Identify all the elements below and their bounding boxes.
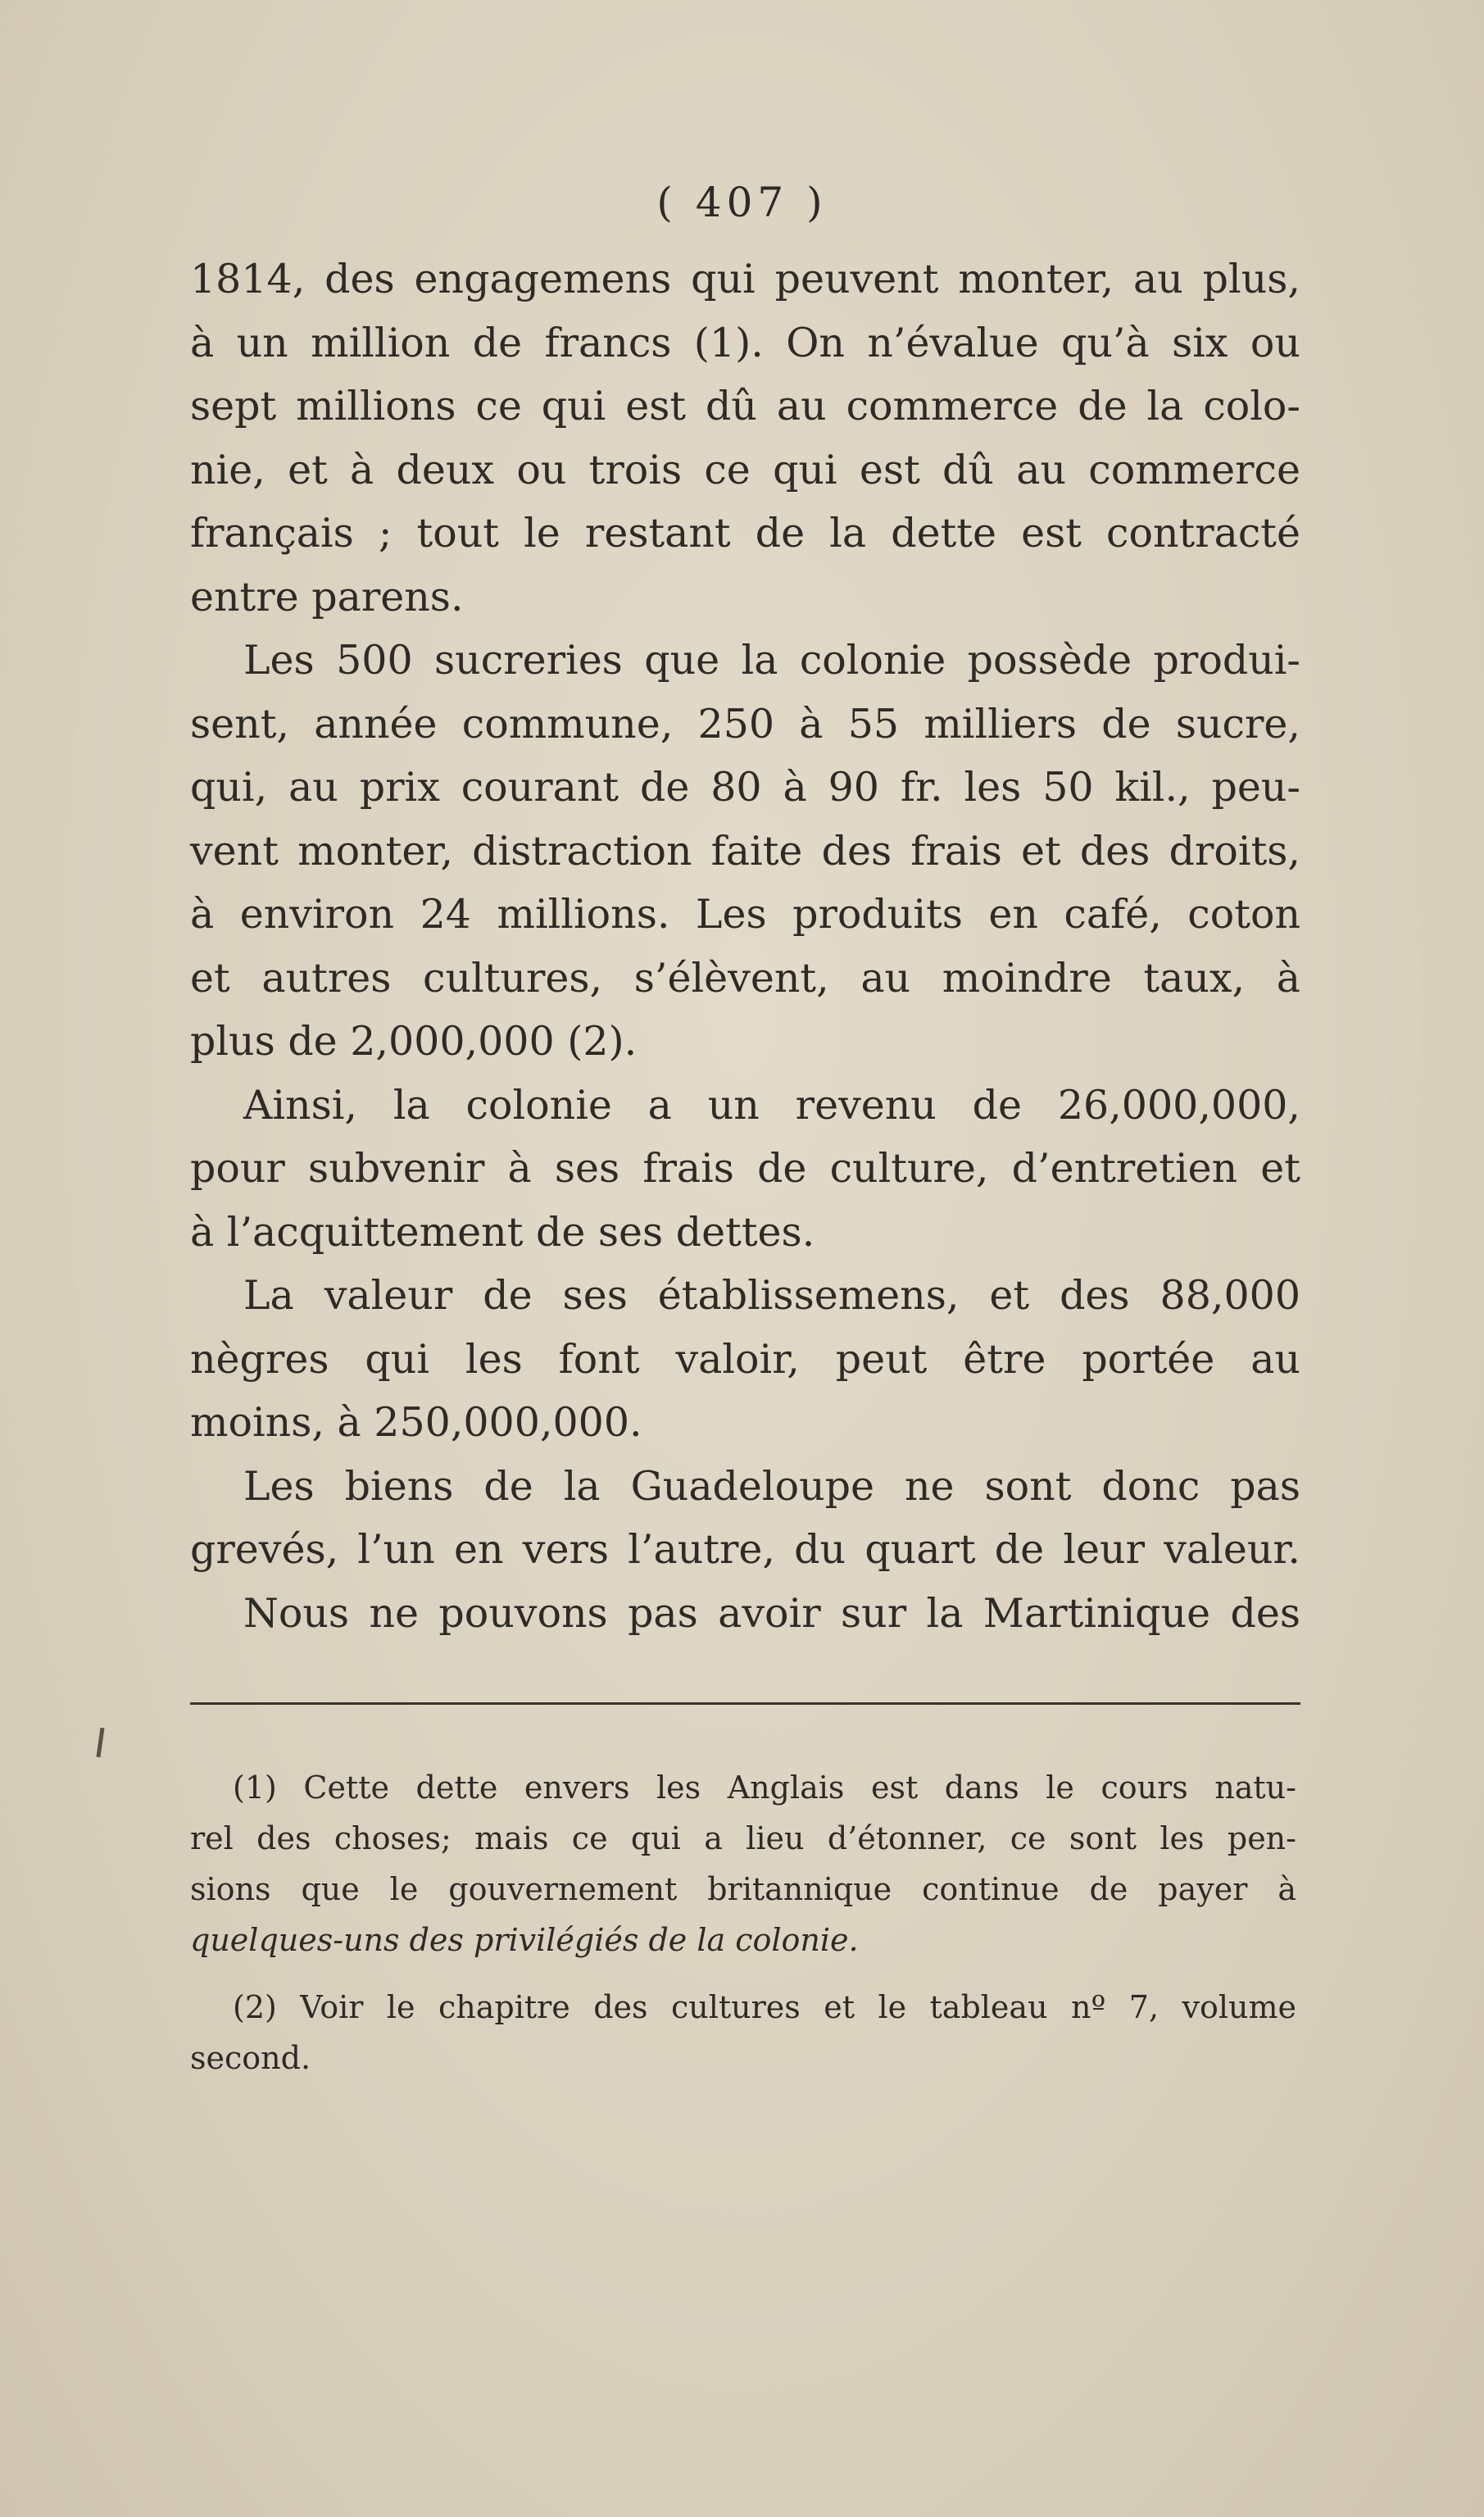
body-line: grevés, l’un en vers l’autre, du quart de leur valeur. — [190, 1526, 1300, 1573]
margin-ink-mark — [97, 1728, 105, 1757]
body-line: Nous ne pouvons pas avoir sur la Martinique des — [243, 1589, 1300, 1637]
body-line: à l’acquittement de ses dettes. — [190, 1208, 815, 1256]
body-line: pour subvenir à ses frais de culture, d’entretien et — [190, 1145, 1300, 1192]
footnote-line: second. — [190, 2040, 311, 2076]
body-line: qui, au prix courant de 80 à 90 fr. les 50 kil., peu- — [190, 764, 1300, 811]
footnotes — [190, 1762, 1296, 2083]
body-line: à un million de francs (1). On n’évalue qu’à six ou — [190, 319, 1300, 366]
footnote-line: (2) Voir le chapitre des cultures et le tableau nº 7, volume — [233, 1989, 1296, 2025]
footnote-rule — [190, 1702, 1300, 1705]
footnote-line: sions que le gouvernement britannique continue de payer à — [190, 1871, 1296, 1907]
footnote-line: quelques-uns des privilégiés de la colonie. — [190, 1922, 859, 1958]
body-line: nègres qui les font valoir, peut être portée au — [190, 1335, 1300, 1383]
body-line: Les 500 sucreries que la colonie possède produi- — [243, 637, 1300, 684]
footnote-line: rel des choses; mais ce qui a lieu d’étonner, ce sont les pen- — [190, 1820, 1296, 1856]
body-line: nie, et à deux ou trois ce qui est dû au commerce — [190, 446, 1300, 493]
body-line: vent monter, distraction faite des frais et des droits, — [190, 827, 1300, 875]
body-line: français ; tout le restant de la dette est contracté — [190, 510, 1300, 557]
body-line: Les biens de la Guadeloupe ne sont donc pas — [243, 1462, 1300, 1510]
body-line: entre parens. — [190, 573, 464, 620]
body-line: La valeur de ses établissemens, et des 88,000 — [243, 1272, 1300, 1319]
body-line: sept millions ce qui est dû au commerce de la colo- — [190, 383, 1300, 429]
body-line: et autres cultures, s’élèvent, au moindre taux, à — [190, 954, 1300, 1002]
body-line: plus de 2,000,000 (2). — [190, 1018, 638, 1065]
body-line: 1814, des engagemens qui peuvent monter, au plus, — [190, 256, 1300, 302]
page-number: ( 407 ) — [656, 179, 828, 226]
footnote-line: (1) Cette dette envers les Anglais est dans le cours natu- — [233, 1770, 1296, 1806]
body-line: moins, à 250,000,000. — [190, 1399, 642, 1446]
body-line: sent, année commune, 250 à 55 milliers de sucre, — [190, 700, 1300, 747]
body-line: Ainsi, la colonie a un revenu de 26,000,000, — [243, 1081, 1300, 1129]
body-line: à environ 24 millions. Les produits en café, coton — [190, 891, 1300, 938]
body-text — [190, 248, 1300, 1645]
